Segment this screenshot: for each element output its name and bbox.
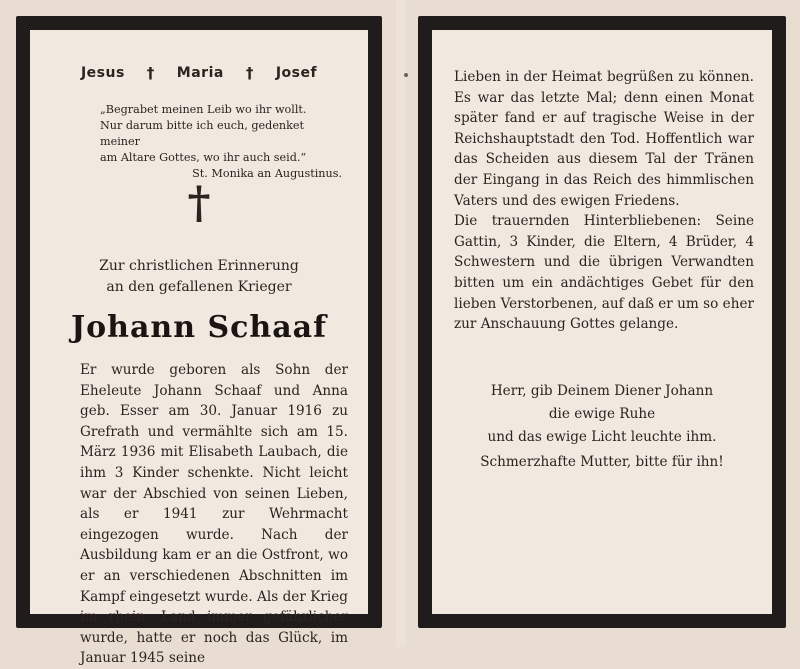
right-page-content <box>432 30 772 614</box>
paper-speck <box>404 73 408 77</box>
biography-paragraph: Er wurde geboren als Sohn der Eheleute Johann Schaaf und Anna geb. Esser am 30. Januar 1916 zu Grefrath und vermählte sich am 15. März 1936 mit Elisabeth Laubach, die ihm 3 Kinder schenkte. Nicht leicht war der Abschied von seinen Lieben, als er 1941 zur Wehrmacht eingezogen wurde. Nach der Ausbildung kam er an die Ostfront, wo er an verschiedenen Abschnitten im Kampf eingesetzt wurde. Als der Krieg im rhein. Land immer gefährlicher wurde, hatte er noch das Glück, im Januar 1945 seine <box>80 362 348 667</box>
holy-family-header <box>30 64 368 82</box>
header-word-josef: Josef <box>275 65 318 81</box>
memoriam-line: Zur christlichen Erinnerung <box>99 258 299 274</box>
biography-text <box>80 360 348 669</box>
prayer-block <box>432 380 772 474</box>
header-word-jesus: Jesus <box>80 65 125 81</box>
continuation-text <box>454 67 754 335</box>
small-cross-icon: † <box>245 64 254 82</box>
left-page <box>16 16 382 667</box>
card-fold <box>396 0 406 647</box>
deceased-name: Johann Schaaf <box>70 310 328 345</box>
prayer-line: Herr, gib Deinem Diener Johann <box>490 383 714 399</box>
quote-line: „Begrabet meinen Leib wo ihr wollt. <box>100 103 307 116</box>
survivors-paragraph: Die trauernden Hinterbliebenen: Seine Gattin, 3 Kinder, die Eltern, 4 Brüder, 4 Schwestern und die übrigen Verwandten bitten um ein andächtiges Gebet für den lieben Verstorbenen, auf daß er um so eher zur Anschauung Gottes gelange. <box>454 213 754 333</box>
right-page <box>418 16 786 628</box>
quote-line: am Altare Gottes, wo ihr auch seid.“ <box>100 151 307 164</box>
memoriam-line: an den gefallenen Krieger <box>106 279 292 295</box>
small-cross-icon: † <box>146 64 155 82</box>
quote-block <box>100 102 344 182</box>
cross-icon: † <box>187 178 211 229</box>
memoriam-heading <box>30 256 368 298</box>
continuation-paragraph: Lieben in der Heimat begrüßen zu können. Es war das letzte Mal; denn einen Monat später fand er auf tragische Weise in der Reichshauptstadt den Tod. Hoffentlich war das Scheiden aus diesem Tal der Tränen der Eingang in das Reich des himmlischen Vaters und des ewigen Friedens. <box>454 69 754 209</box>
quote-line: Nur darum bitte ich euch, gedenket meiner <box>100 119 305 148</box>
invocation-line: Schmerzhafte Mutter, bitte für ihn! <box>480 454 724 470</box>
left-page-content <box>30 30 368 667</box>
prayer-line: die ewige Ruhe <box>548 406 656 422</box>
quote-attribution: St. Monika an Augustinus. <box>192 167 342 180</box>
prayer-line: und das ewige Licht leuchte ihm. <box>487 429 717 445</box>
header-word-maria: Maria <box>176 65 224 81</box>
